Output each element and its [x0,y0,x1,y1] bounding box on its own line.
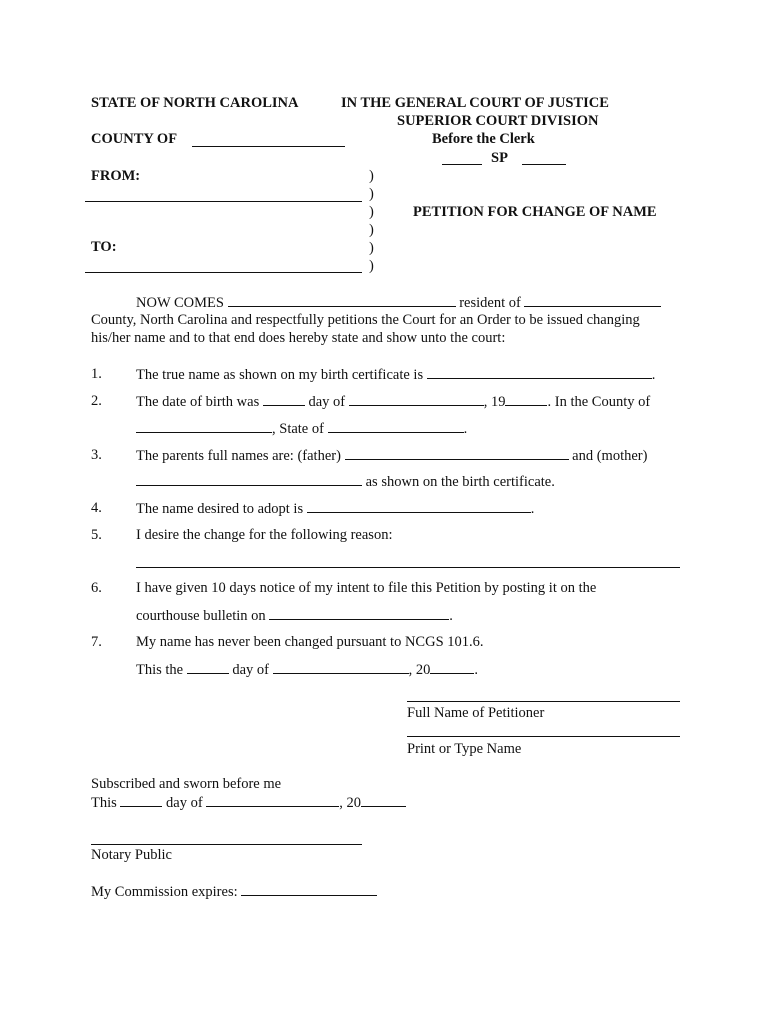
notary-this-text: This [91,795,117,811]
birth-state-field[interactable] [328,421,464,433]
sp-number-field[interactable] [522,164,566,165]
item-6-period: . [449,608,453,624]
item-2-county-text: . In the County of [547,394,651,410]
notary-signature-field[interactable] [91,844,362,845]
resident-county-field[interactable] [524,295,661,307]
father-name-field[interactable] [345,448,569,460]
notary-day-field[interactable] [120,795,162,807]
reason-field[interactable] [136,567,680,568]
item-3-suffix-text: as shown on the birth certificate. [365,474,555,490]
county-label: COUNTY OF [91,131,178,147]
intro-line2: County, North Carolina and respectfully petitions the Court for an Order to be issued changing [91,312,640,328]
item-2-year-prefix: , 19 [483,394,506,410]
caption-paren: ) [369,240,374,256]
court-heading-line1: IN THE GENERAL COURT OF JUSTICE [341,95,609,111]
item-number: 1. [91,366,102,382]
now-comes-text: NOW COMES [136,295,224,311]
resident-of-text: resident of [459,295,521,311]
sp-label: SP [491,150,508,166]
from-name-field[interactable] [85,201,362,202]
caption-paren: ) [369,204,374,220]
item-4-line [136,501,534,517]
notary-year-field[interactable] [361,795,406,807]
item-number: 7. [91,634,102,650]
item-number: 3. [91,447,102,463]
to-label: TO: [91,239,117,255]
item-6-bulletin-text: courthouse bulletin on [136,608,266,624]
birth-month-field[interactable] [349,394,484,406]
commission-line [91,884,377,900]
intro-line3: his/her name and to that end does hereby state and show unto the court: [91,330,506,346]
item-4-period: . [530,501,535,517]
item-6-text: I have given 10 days notice of my intent to file this Petition by posting it on the [136,580,597,596]
caption-paren: ) [369,168,374,184]
posting-date-field[interactable] [269,608,449,620]
state-heading: STATE OF NORTH CAROLINA [91,95,299,111]
print-name-label: Print or Type Name [407,741,522,757]
commission-expiry-field[interactable] [241,884,377,896]
subscribed-text: Subscribed and sworn before me [91,776,282,792]
caption-paren: ) [369,258,374,274]
signing-year-field[interactable] [430,662,474,674]
item-5-text: I desire the change for the following reason: [136,527,393,543]
signing-month-field[interactable] [273,662,409,674]
birth-certificate-name-field[interactable] [427,367,652,379]
court-heading-line3: Before the Clerk [432,131,535,147]
item-2-state-text: , State of [272,421,324,437]
item-2-text: The date of birth was [136,394,260,410]
item-number: 6. [91,580,102,596]
item-number: 2. [91,393,102,409]
sp-prefix-field[interactable] [442,164,482,165]
item-1-period: . [651,367,656,383]
year-prefix-text: , 20 [408,662,431,678]
item-number: 5. [91,527,102,543]
notary-public-label: Notary Public [91,847,172,863]
signing-day-field[interactable] [187,662,229,674]
signing-date-line [136,662,478,678]
item-6-line2 [136,608,453,624]
petitioner-name-field[interactable] [228,295,456,307]
item-7-text: My name has never been changed pursuant to NCGS 101.6. [136,634,484,650]
to-name-field[interactable] [85,272,362,273]
item-3-line2 [136,474,555,490]
notary-month-field[interactable] [206,795,339,807]
from-label: FROM: [91,168,141,184]
printed-name-field[interactable] [407,736,680,737]
court-heading-line2: SUPERIOR COURT DIVISION [397,113,599,129]
this-the-text: This the [136,662,184,678]
notary-year-prefix: , 20 [339,795,362,811]
item-2-line [136,394,650,410]
item-3-line [136,448,647,464]
birth-year-field[interactable] [505,394,547,406]
commission-text: My Commission expires: [91,884,238,900]
notary-dayof-text: day of [166,795,203,811]
county-field[interactable] [192,146,345,147]
item-number: 4. [91,500,102,516]
item-3-mother-text: and (mother) [572,448,648,464]
caption-paren: ) [369,222,374,238]
item-2-dayof: day of [308,394,346,410]
full-name-label: Full Name of Petitioner [407,705,545,721]
item-3-text: The parents full names are: (father) [136,448,341,464]
item-2-line2 [136,421,467,437]
caption-paren: ) [369,186,374,202]
notary-date-line [91,795,406,811]
petitioner-signature-field[interactable] [407,701,680,702]
birth-county-field[interactable] [136,421,272,433]
now-comes-line [136,295,661,311]
day-of-text: day of [232,662,270,678]
birth-day-field[interactable] [263,394,305,406]
item-4-text: The name desired to adopt is [136,501,304,517]
item-2-period: . [463,421,468,437]
item-1-text: The true name as shown on my birth certificate is [136,367,424,383]
mother-name-field[interactable] [136,474,362,486]
signing-period: . [474,662,479,678]
desired-name-field[interactable] [307,501,531,513]
item-1-line [136,367,655,383]
document-title: PETITION FOR CHANGE OF NAME [413,204,657,220]
